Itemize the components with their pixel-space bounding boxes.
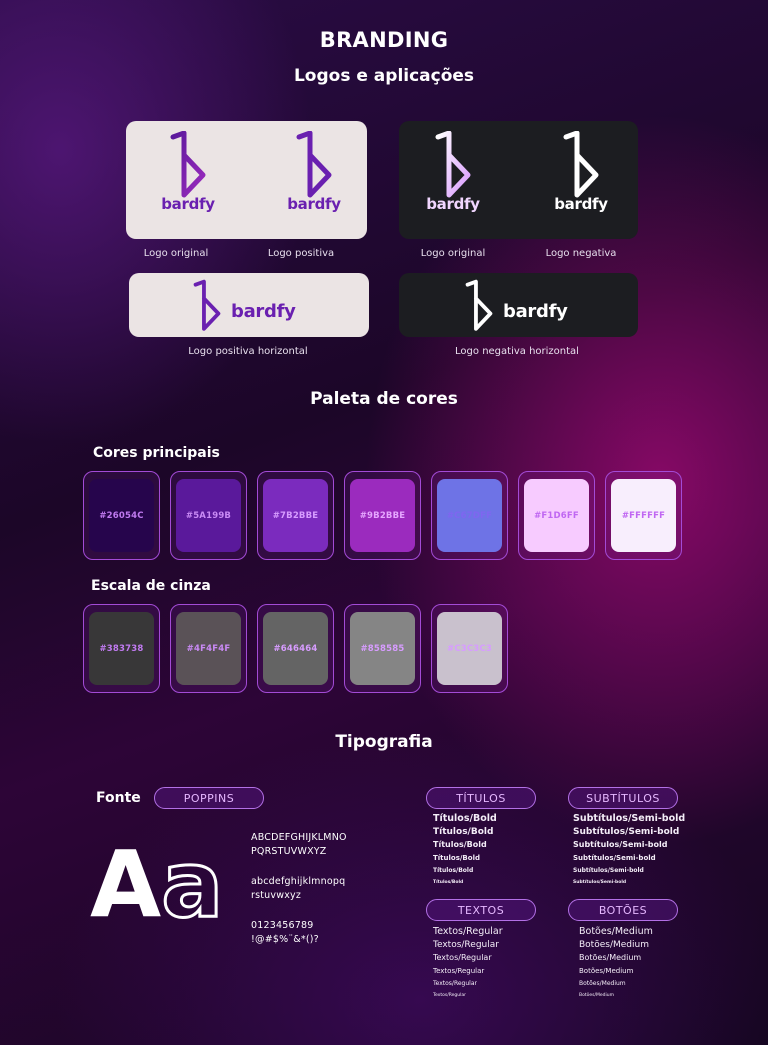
texts-badge: TEXTOS xyxy=(426,899,536,921)
type-scale-sample: Botões/Medium xyxy=(579,966,634,975)
type-scale-sample: Subtítulos/Semi-bold xyxy=(573,826,680,837)
color-swatch-frame xyxy=(431,471,508,560)
type-scale-sample: Títulos/Bold xyxy=(433,866,474,874)
type-scale-sample: Títulos/Bold xyxy=(433,879,464,885)
main-colors-label: Cores principais xyxy=(93,445,220,461)
color-swatch: #FFFFFF xyxy=(611,479,676,552)
page-title: BRANDING xyxy=(319,28,449,52)
logo-card-dark xyxy=(399,121,638,239)
font-name-badge: POPPINS xyxy=(154,787,264,809)
type-scale-sample: Subtítulos/Semi-bold xyxy=(573,840,668,849)
type-scale-sample: Botões/Medium xyxy=(579,992,614,998)
type-scale-sample: Textos/Regular xyxy=(433,992,466,998)
subtitles-badge: SUBTÍTULOS xyxy=(568,787,678,809)
uppercase-line-2: PQRSTUVWXYZ xyxy=(251,846,327,857)
typography-title: Tipografia xyxy=(335,732,433,752)
color-swatch-frame xyxy=(170,604,247,693)
type-scale-sample: Títulos/Bold xyxy=(433,826,494,837)
titles-scale xyxy=(433,814,497,885)
color-swatch-frame xyxy=(605,471,682,560)
type-scale-sample: Textos/Regular xyxy=(433,939,499,950)
specimen-capital-glyph: A xyxy=(90,831,162,926)
color-swatch-frame xyxy=(344,471,421,560)
bardfy-wordmark: bardfy xyxy=(161,195,215,213)
bardfy-symbol-icon xyxy=(191,279,223,333)
type-scale-sample: Botões/Medium xyxy=(579,939,649,950)
caption-logo-positive-horizontal: Logo positiva horizontal xyxy=(188,346,308,357)
bardfy-symbol-icon xyxy=(560,131,602,199)
type-scale-sample: Subtítulos/Semi-bold xyxy=(573,853,656,862)
caption-logo-negative: Logo negativa xyxy=(545,248,617,259)
type-scale-sample: Subtítulos/Semi-bold xyxy=(573,866,644,874)
bardfy-wordmark: bardfy xyxy=(503,300,568,322)
bardfy-symbol-icon xyxy=(167,131,209,199)
color-swatch: #26054C xyxy=(89,479,154,552)
type-scale-sample: Textos/Regular xyxy=(433,979,477,987)
grayscale-row xyxy=(83,604,523,693)
logo-card-light xyxy=(126,121,367,239)
specimen-lowercase-glyph: a xyxy=(161,831,224,926)
logo-positive-horizontal xyxy=(191,279,296,333)
caption-logo-negative-horizontal: Logo negativa horizontal xyxy=(455,346,579,357)
lowercase-line-1: abcdefghijklmnopq xyxy=(251,876,346,887)
type-scale-sample: Textos/Regular xyxy=(433,966,485,975)
type-scale-sample: Botões/Medium xyxy=(579,926,653,937)
caption-logo-original-dark: Logo original xyxy=(420,248,486,259)
titles-badge: TÍTULOS xyxy=(426,787,536,809)
bardfy-wordmark: bardfy xyxy=(554,195,608,213)
palette-title: Paleta de cores xyxy=(310,389,458,409)
specimen-aa xyxy=(88,826,238,926)
color-swatch: #5A199B xyxy=(176,479,241,552)
page-subtitle: Logos e aplicações xyxy=(293,66,475,86)
logo-positive-light xyxy=(264,131,364,213)
bardfy-symbol-icon xyxy=(293,131,335,199)
buttons-scale xyxy=(579,927,653,998)
type-scale-sample: Títulos/Bold xyxy=(433,840,487,849)
buttons-badge: BOTÕES xyxy=(568,899,678,921)
color-swatch: #858585 xyxy=(350,612,415,685)
color-swatch-frame xyxy=(344,604,421,693)
color-swatch-frame xyxy=(518,471,595,560)
color-swatch: #7B2BBE xyxy=(263,479,328,552)
type-scale-sample: Textos/Regular xyxy=(433,926,503,937)
caption-logo-positive: Logo positiva xyxy=(267,248,335,259)
bardfy-wordmark: bardfy xyxy=(426,195,480,213)
font-specimen xyxy=(88,826,238,926)
logo-card-horizontal-dark xyxy=(399,273,638,337)
type-scale-sample: Botões/Medium xyxy=(579,953,642,962)
type-scale-sample: Títulos/Bold xyxy=(433,813,497,824)
type-scale-sample: Subtítulos/Semi-bold xyxy=(573,813,686,824)
color-swatch-frame xyxy=(257,471,334,560)
grayscale-label: Escala de cinza xyxy=(91,578,211,594)
color-swatch: #383738 xyxy=(89,612,154,685)
color-swatch-frame xyxy=(431,604,508,693)
color-swatch: #F1D6FF xyxy=(524,479,589,552)
symbols-line: !@#$%¨&*()? xyxy=(251,934,319,945)
bardfy-wordmark: bardfy xyxy=(287,195,341,213)
texts-scale xyxy=(433,927,503,998)
specimen-capital-a xyxy=(90,831,223,926)
main-colors-row xyxy=(83,471,693,560)
bardfy-symbol-icon xyxy=(463,279,495,333)
color-swatch: #646464 xyxy=(263,612,328,685)
color-swatch-frame xyxy=(170,471,247,560)
font-label: Fonte xyxy=(96,790,141,806)
subtitles-scale xyxy=(573,814,685,885)
color-swatch: #C67DFF xyxy=(437,479,502,552)
bardfy-symbol-icon xyxy=(432,131,474,199)
color-swatch-frame xyxy=(83,471,160,560)
logo-original-dark xyxy=(403,131,503,213)
color-swatch-frame xyxy=(83,604,160,693)
color-swatch: #9B2BBE xyxy=(350,479,415,552)
color-swatch: #C3C3C3 xyxy=(437,612,502,685)
type-scale-sample: Textos/Regular xyxy=(433,953,492,962)
bardfy-wordmark: bardfy xyxy=(231,300,296,322)
logo-original-light xyxy=(138,131,238,213)
caption-logo-original: Logo original xyxy=(143,248,209,259)
type-scale-sample: Títulos/Bold xyxy=(433,853,480,862)
type-scale-sample: Botões/Medium xyxy=(579,979,626,987)
logo-negative-dark xyxy=(531,131,631,213)
type-scale-sample: Subtítulos/Semi-bold xyxy=(573,879,627,885)
logo-card-horizontal-light xyxy=(129,273,369,337)
digits-line: 0123456789 xyxy=(251,920,314,931)
color-swatch-frame xyxy=(257,604,334,693)
logo-negative-horizontal xyxy=(463,279,568,333)
character-set xyxy=(251,831,347,947)
uppercase-line-1: ABCDEFGHIJKLMNO xyxy=(251,832,347,843)
lowercase-line-2: rstuvwxyz xyxy=(251,890,302,901)
color-swatch: #4F4F4F xyxy=(176,612,241,685)
